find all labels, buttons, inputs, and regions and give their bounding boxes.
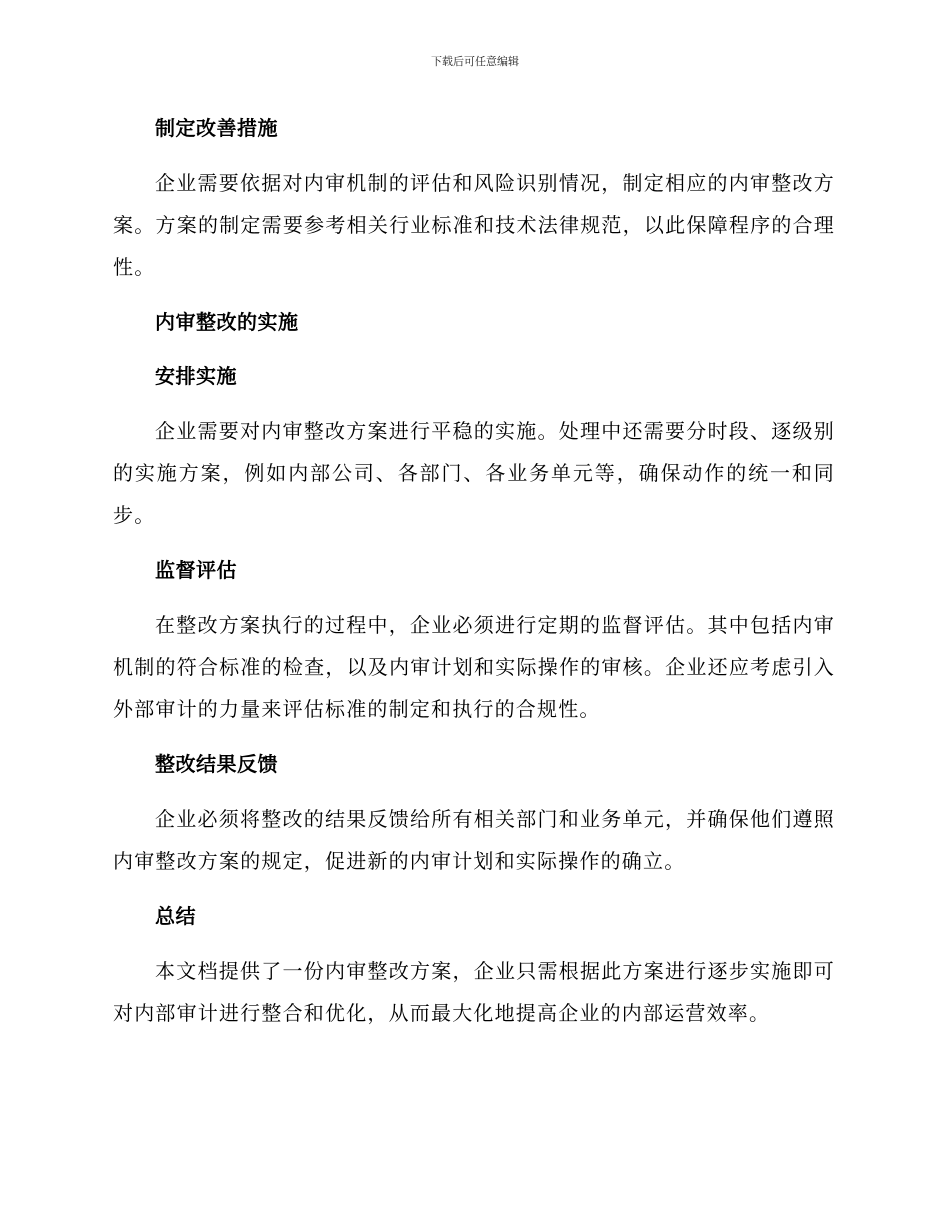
section-heading-summary: 总结 <box>155 904 196 928</box>
section-heading-implementation: 内审整改的实施 <box>155 310 299 334</box>
section-heading-arrange-implementation: 安排实施 <box>155 364 237 388</box>
section-heading-supervision-evaluation: 监督评估 <box>155 558 237 582</box>
section-heading-result-feedback: 整改结果反馈 <box>155 752 278 776</box>
section-paragraph-summary: 本文档提供了一份内审整改方案，企业只需根据此方案进行逐步实施即可对内部审计进行整合和优化，从而最大化地提高企业的内部运营效率。 <box>113 959 835 1025</box>
section-paragraph-arrange-implementation: 企业需要对内审整改方案进行平稳的实施。处理中还需要分时段、逐级别的实施方案，例如内部公司、各部门、各业务单元等，确保动作的统一和同步。 <box>113 419 835 527</box>
section-paragraph-improvement-measures: 企业需要依据对内审机制的评估和风险识别情况，制定相应的内审整改方案。方案的制定需要参考相关行业标准和技术法律规范，以此保障程序的合理性。 <box>113 171 835 279</box>
page-header: 下载后可任意编辑 <box>431 55 519 68</box>
section-paragraph-supervision-evaluation: 在整改方案执行的过程中，企业必须进行定期的监督评估。其中包括内审机制的符合标准的检查，以及内审计划和实际操作的审核。企业还应考虑引入外部审计的力量来评估标准的制定和执行的合规性。 <box>113 613 835 721</box>
section-heading-improvement-measures: 制定改善措施 <box>155 116 278 140</box>
document-body <box>113 108 835 1034</box>
section-paragraph-result-feedback: 企业必须将整改的结果反馈给所有相关部门和业务单元，并确保他们遵照内审整改方案的规定，促进新的内审计划和实际操作的确立。 <box>113 807 835 873</box>
